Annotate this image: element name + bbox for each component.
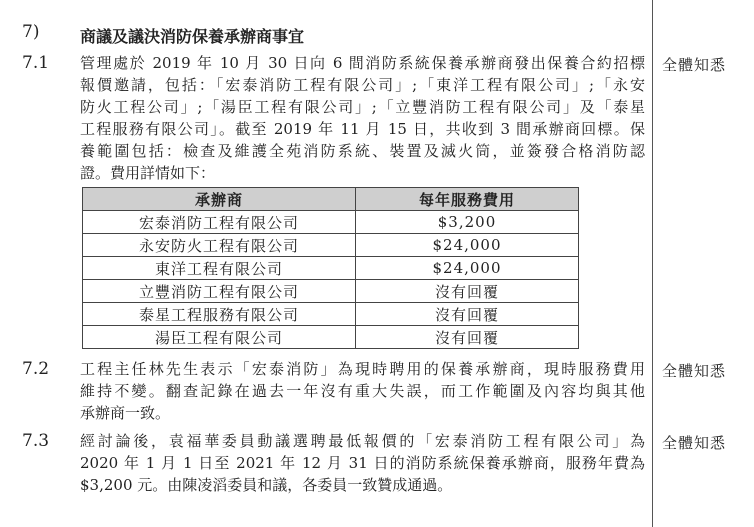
table-row <box>83 234 579 257</box>
column-header: 承辦商 <box>83 188 356 211</box>
item-7-2-text <box>80 358 645 424</box>
fee-cell: 沒有回覆 <box>356 303 579 326</box>
table-row <box>83 303 579 326</box>
fee-cell: 沒有回覆 <box>356 326 579 349</box>
text-line: 養範圍包括：檢查及維護全苑消防系統、裝置及滅火筒，並簽發合格消防認 <box>80 142 645 160</box>
table-row <box>83 211 579 234</box>
item-number: 7.2 <box>22 359 50 379</box>
text-line: 管理處於 2019 年 10 月 30 日向 6 間消防系統保養承辦商發出保養合約招標 <box>80 54 645 72</box>
action-note: 全體知悉 <box>662 434 727 452</box>
contractor-cell: 泰星工程服務有限公司 <box>83 303 356 326</box>
contractor-cell: 永安防火工程有限公司 <box>83 234 356 257</box>
item-7-3-text <box>80 430 645 496</box>
fee-cell: $24,000 <box>356 234 579 257</box>
fee-cell: 沒有回覆 <box>356 280 579 303</box>
column-divider <box>652 0 653 527</box>
text-line: 工程服務有限公司」。截至 2019 年 11 月 15 日，共收到 3 間承辦商回標。保 <box>80 120 645 138</box>
column-header: 每年服務費用 <box>356 188 579 211</box>
table-row <box>83 280 579 303</box>
text-line: 維持不變。翻查記錄在過去一年沒有重大失誤，而工作範圍及內容均與其他 <box>80 382 645 400</box>
text-line: 防火工程公司」;「湯臣工程有限公司」;「立豐消防工程有限公司」及「泰星 <box>80 98 645 116</box>
quote-table <box>82 187 579 349</box>
contractor-cell: 宏泰消防工程有限公司 <box>83 211 356 234</box>
contractor-cell: 立豐消防工程有限公司 <box>83 280 356 303</box>
text-line: 經討論後，袁福華委員動議選聘最低報價的「宏泰消防工程有限公司」為 <box>80 432 645 450</box>
item-number: 7.1 <box>22 53 50 73</box>
table-row <box>83 257 579 280</box>
contractor-cell: 東洋工程有限公司 <box>83 257 356 280</box>
text-line: 證。費用詳情如下： <box>80 164 216 182</box>
text-line: $3,200 元。由陳凌滔委員和議，各委員一致贊成通過。 <box>80 476 453 494</box>
section-number: 7) <box>22 22 40 42</box>
contractor-cell: 湯臣工程有限公司 <box>83 326 356 349</box>
item-7-1-text <box>80 52 645 184</box>
action-note: 全體知悉 <box>662 56 727 74</box>
section-title: 商議及議決消防保養承辦商事宜 <box>80 27 305 46</box>
text-line: 2020 年 1 月 1 日至 2021 年 12 月 31 日的消防系統保養承辦商，服務年費為 <box>80 454 645 472</box>
text-line: 報價邀請，包括：「宏泰消防工程有限公司」;「東洋工程有限公司」;「永安 <box>80 76 645 94</box>
fee-cell: $3,200 <box>356 211 579 234</box>
text-line: 承辦商一致。 <box>80 404 171 422</box>
table-header-row <box>83 188 579 211</box>
item-number: 7.3 <box>22 431 50 451</box>
action-note: 全體知悉 <box>662 362 727 380</box>
text-line: 工程主任林先生表示「宏泰消防」為現時聘用的保養承辦商，現時服務費用 <box>80 360 645 378</box>
fee-cell: $24,000 <box>356 257 579 280</box>
table-row <box>83 326 579 349</box>
